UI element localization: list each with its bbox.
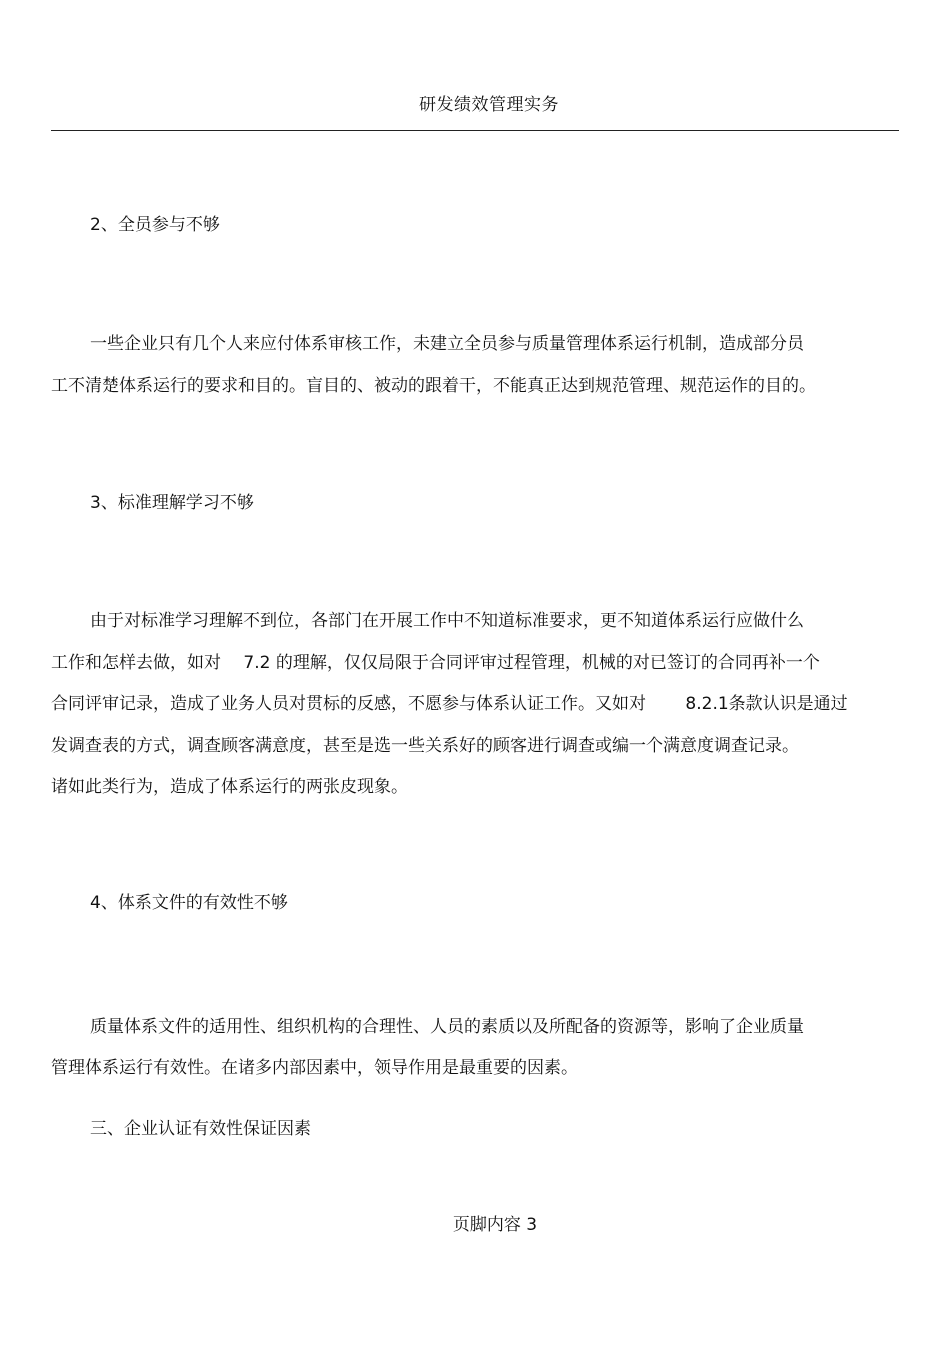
section-heading-3: 三、企业认证有效性保证因素 — [90, 1119, 311, 1139]
header-title: 研发绩效管理实务 — [419, 95, 559, 115]
paragraph-3-line-4: 发调查表的方式，调查顾客满意度，甚至是选一些关系好的顾客进行调查或编一个满意度调查记录。 — [51, 736, 799, 756]
paragraph-4-line-2: 管理体系运行有效性。在诸多内部因素中，领导作用是最重要的因素。 — [51, 1058, 578, 1078]
paragraph-4-line-1: 质量体系文件的适用性、组织机构的合理性、人员的素质以及所配备的资源等，影响了企业质量 — [90, 1017, 804, 1037]
paragraph-3-line-2: 工作和怎样去做，如对 7.2 的理解，仅仅局限于合同评审过程管理，机械的对已签订的合同再补一个 — [51, 653, 820, 673]
paragraph-3-line-1: 由于对标准学习理解不到位，各部门在开展工作中不知道标准要求，更不知道体系运行应做什么 — [90, 611, 804, 631]
page-footer: 页脚内容 3 — [452, 1215, 538, 1235]
heading-2: 2、全员参与不够 — [90, 215, 220, 235]
paragraph-3-line-3: 合同评审记录，造成了业务人员对贯标的反感，不愿参与体系认证工作。又如对 8.2.1条款认识是通过 — [51, 694, 848, 714]
heading-4: 4、体系文件的有效性不够 — [90, 893, 288, 913]
header-divider — [51, 130, 899, 131]
heading-3: 3、标准理解学习不够 — [90, 493, 254, 513]
paragraph-3-line-5: 诸如此类行为，造成了体系运行的两张皮现象。 — [51, 777, 408, 797]
paragraph-2-line-1: 一些企业只有几个人来应付体系审核工作，未建立全员参与质量管理体系运行机制，造成部分员 — [90, 334, 804, 354]
paragraph-2-line-2: 工不清楚体系运行的要求和目的。盲目的、被动的跟着干，不能真正达到规范管理、规范运作的目的。 — [51, 376, 816, 396]
